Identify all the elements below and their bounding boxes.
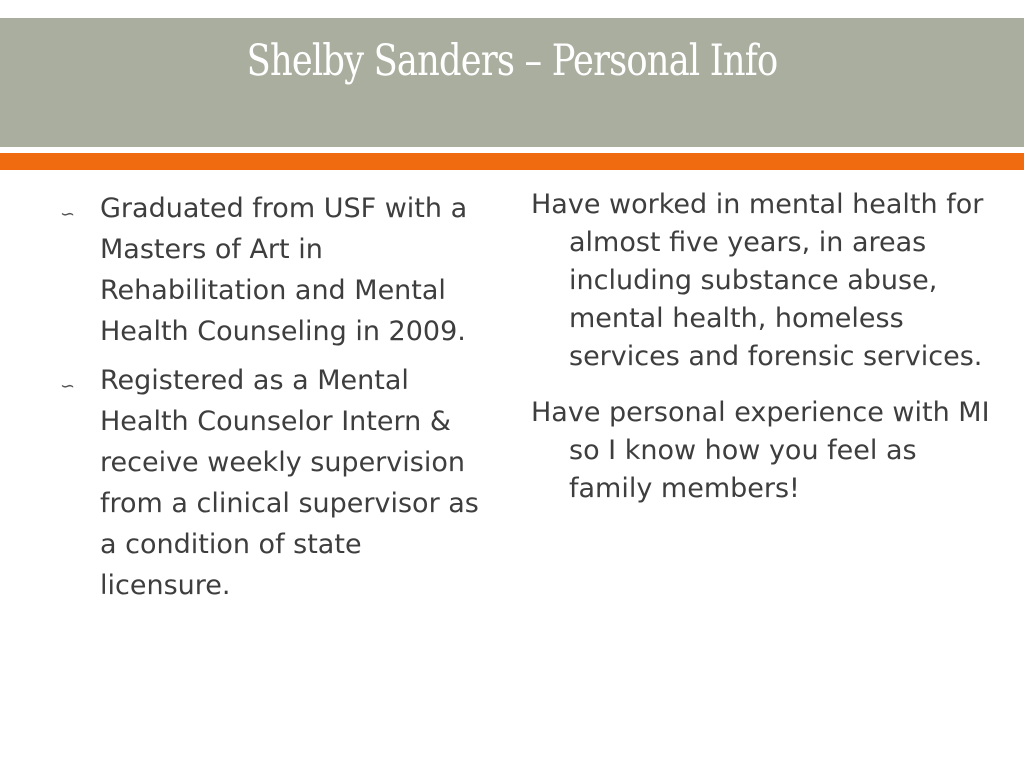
bullet-item <box>60 360 500 606</box>
paragraph-personal-experience: Have personal experience with MI so I know how you feel as family members! <box>531 397 990 504</box>
left-column <box>60 188 500 614</box>
swirl-bullet-icon: ∽ <box>60 204 76 225</box>
bullet-item <box>60 188 500 352</box>
bullet-text: Registered as a Mental Health Counselor Intern & receive weekly supervision from a clinical supervisor as a condition of state licensure. <box>100 365 479 601</box>
paragraph-work-experience: Have worked in mental health for almost five years, in areas including substance abuse, mental health, homeless services and forensic services. <box>531 189 984 372</box>
right-column <box>531 186 991 526</box>
accent-bar <box>0 153 1024 170</box>
slide-title: Shelby Sanders – Personal Info <box>246 36 778 86</box>
bullet-text: Graduated from USF with a Masters of Art in Rehabilitation and Mental Health Counseling in 2009. <box>100 193 468 347</box>
swirl-bullet-icon: ∽ <box>60 376 76 397</box>
